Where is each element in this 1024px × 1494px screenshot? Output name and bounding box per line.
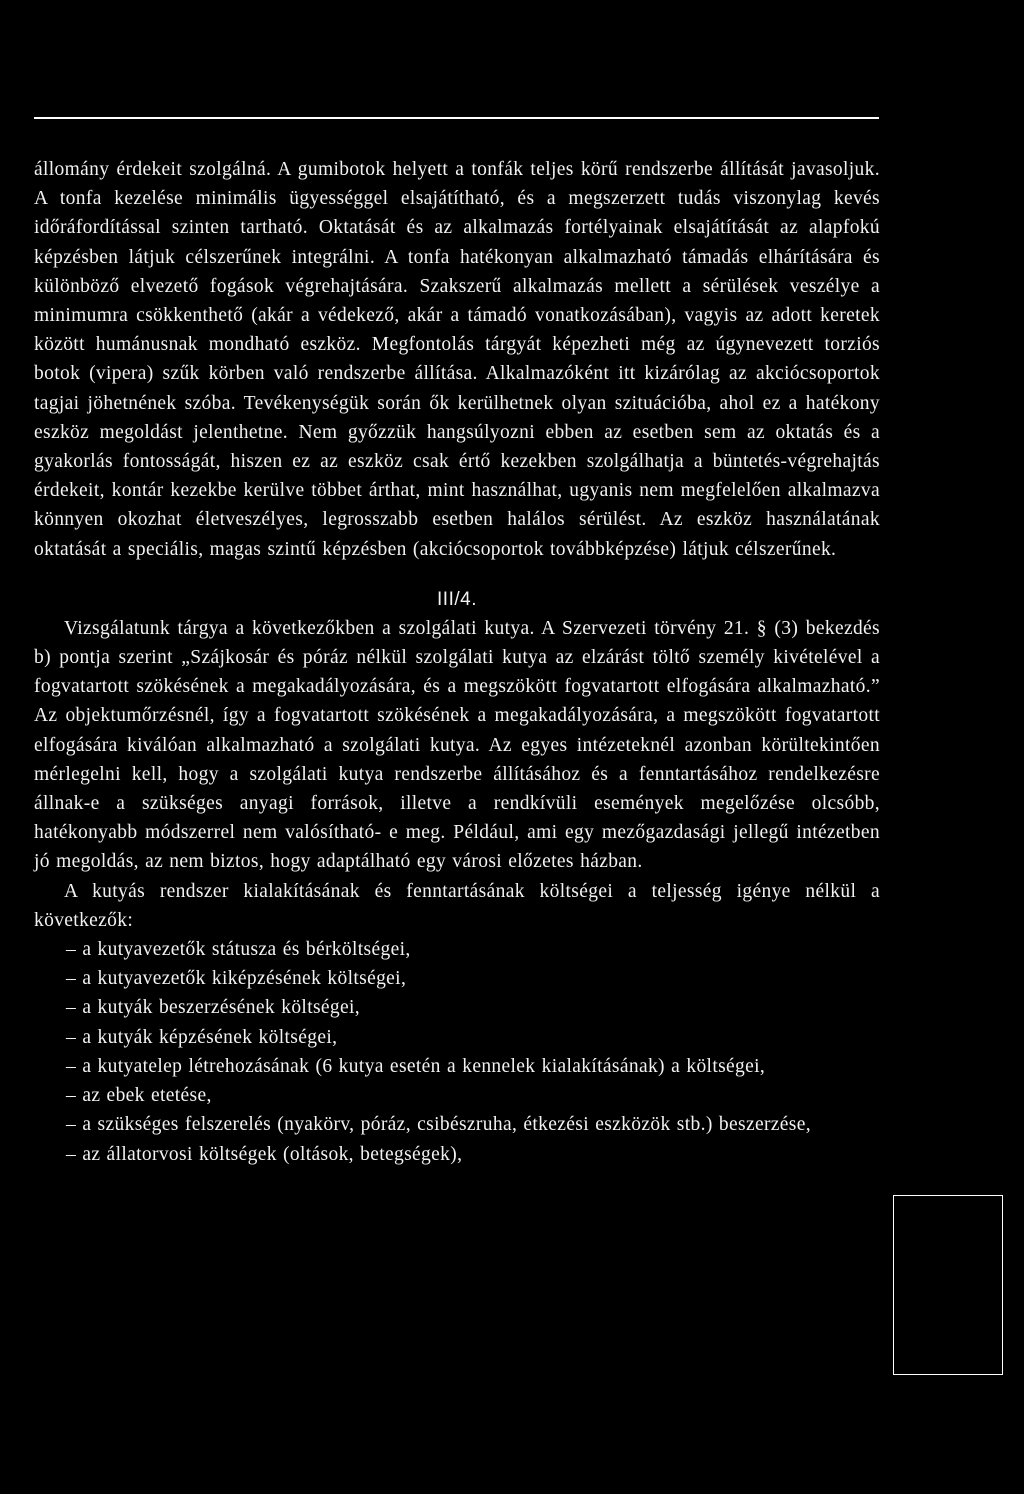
page-body bbox=[34, 155, 880, 1169]
list-item: – a kutyák beszerzésének költségei, bbox=[66, 997, 361, 1019]
list-item: – a kutyatelep létrehozásának (6 kutya esetén a kennelek kialakításának) a költségei, bbox=[66, 1055, 766, 1077]
paragraph-costs-intro: A kutyás rendszer kialakításának és fenntartásának költségei a teljesség igénye nélkül a következők: bbox=[34, 880, 880, 931]
list-item: – a szükséges felszerelés (nyakörv, póráz, csibészruha, étkezési eszközök stb.) beszerzése, bbox=[66, 1114, 811, 1136]
paragraph-service-dog: Vizsgálatunk tárgya a következőkben a szolgálati kutya. A Szervezeti törvény 21. § (3) bekezdés b) pontja szerint „Szájkosár és póráz nélkül szolgálati kutya az elzárást töltő személy kivételével a fogvatartott szökésének a megakadályozására, és a megszökött fogvatartott elfogására alkalmazható.” Az objektumőrzésnél, így a fogvatartott szökésének a megakadályozására, a megszökött fogvatartott elfogására kiválóan alkalmazható a szolgálati kutya. Az egyes intézeteknél azonban körültekintően mérlegelni kell, hogy a szolgálati kutya rendszerbe állításához és a fenntartásához rendelkezésre állnak-e a szükséges anyagi források, illetve a rendkívüli események megelőzése olcsóbb, hatékonyabb módszerrel nem valósítható- e meg. Például, ami egy mezőgazdasági jellegű intézetben jó megoldás, az nem biztos, hogy adaptálható egy városi előzetes házban. bbox=[34, 617, 880, 873]
cost-list bbox=[34, 935, 880, 1169]
header-rule bbox=[34, 117, 879, 119]
margin-box bbox=[893, 1195, 1003, 1375]
list-item: – a kutyavezetők kiképzésének költségei, bbox=[66, 968, 407, 990]
list-item: – az ebek etetése, bbox=[66, 1085, 212, 1107]
section-heading: III/4. bbox=[437, 588, 477, 610]
list-item: – a kutyák képzésének költségei, bbox=[66, 1026, 338, 1048]
list-item: – az állatorvosi költségek (oltások, betegségek), bbox=[66, 1143, 463, 1165]
list-item: – a kutyavezetők státusza és bérköltségei, bbox=[66, 939, 411, 961]
paragraph-tonfa: állomány érdekeit szolgálná. A gumibotok helyett a tonfák teljes körű rendszerbe állítását javasoljuk. A tonfa kezelése minimális ügyességgel elsajátítható, és a megszerzett tudás viszonylag kevés időráfordítással szinten tartható. Oktatását és az alkalmazás fortélyainak elsajátítását az alapfokú képzésben látjuk célszerűnek integrálni. A tonfa hatékonyan alkalmazható támadás elhárítására és különböző elvezető fogások végrehajtására. Szakszerű alkalmazás mellett a sérülések veszélye a minimumra csökkenthető (akár a védekező, akár a támadó vonatkozásában), vagyis az adott keretek között humánusnak mondható eszköz. Megfontolás tárgyát képezheti még az úgynevezett torziós botok (vipera) szűk körben való rendszerbe állítása. Alkalmazóként itt kizárólag az akciócsoportok tagjai jöhetnének szóba. Tevékenységük során ők kerülhetnek olyan szituációba, ahol ez a hatékony eszköz megoldást jelenthetne. Nem győzzük hangsúlyozni ebben az esetben sem az oktatás és a gyakorlás fontosságát, hiszen ez az eszköz csak értő kezekben szolgálhatja a büntetés-végrehajtás érdekeit, kontár kezekbe kerülve többet árthat, mint használhat, ugyanis nem megfelelően alkalmazva könnyen okozhat életveszélyes, legrosszabb esetben halálos sérülést. Az eszköz használatának oktatását a speciális, magas szintű képzésben (akciócsoportok továbbképzése) látjuk célszerűnek. bbox=[34, 159, 880, 560]
